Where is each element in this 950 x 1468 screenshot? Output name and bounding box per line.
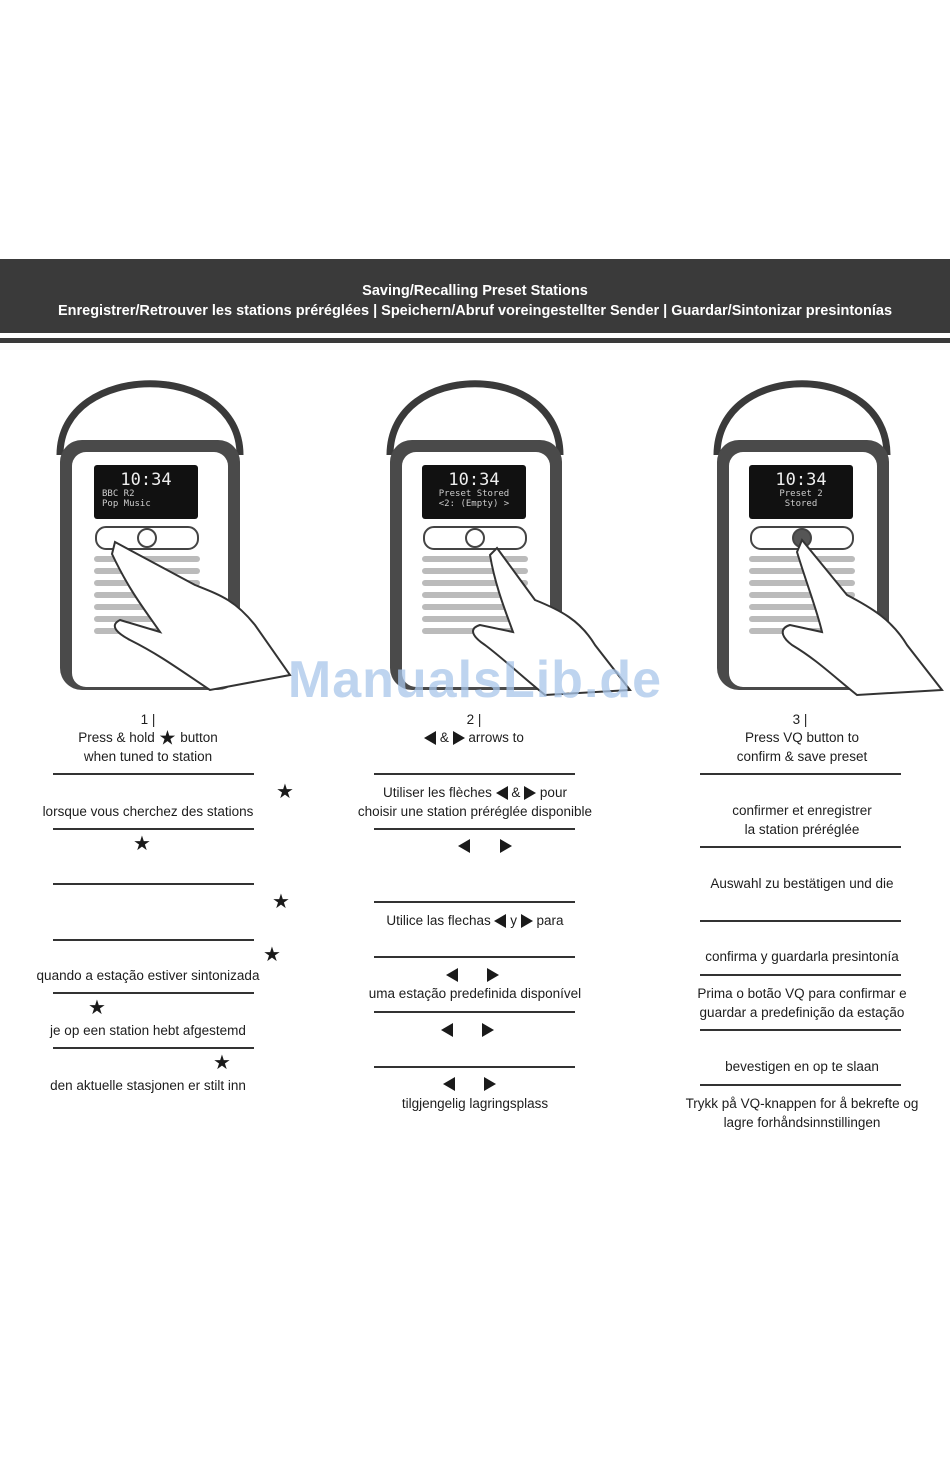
divider bbox=[53, 773, 254, 775]
divider bbox=[700, 773, 901, 775]
divider bbox=[53, 939, 254, 941]
step1-en-b: button bbox=[180, 730, 218, 745]
step2-fr-line1 bbox=[344, 783, 606, 802]
step2-fr-line2: choisir une station préréglée disponible bbox=[357, 804, 593, 819]
right-arrow-icon bbox=[500, 839, 512, 853]
page-subtitle: Enregistrer/Retrouver les stations préréglées | Speichern/Abruf voreingestellter Sender | Guardar/Sintonizar presintonías bbox=[57, 303, 893, 319]
star-icon: ★ bbox=[213, 1052, 231, 1074]
divider bbox=[700, 846, 901, 848]
step2-fr-a: Utiliser les flèches bbox=[383, 785, 492, 800]
step1-en-line1 bbox=[38, 728, 258, 748]
radio-line1: BBC R2 bbox=[102, 489, 135, 499]
star-icon: ★ bbox=[88, 997, 106, 1019]
step1-nl: je op een station hebt afgestemd bbox=[50, 1023, 246, 1038]
header-underline bbox=[0, 338, 950, 343]
step2-pt: uma estação predefinida disponível bbox=[368, 986, 582, 1001]
radio-time: 10:34 bbox=[775, 470, 827, 490]
divider bbox=[53, 1047, 254, 1049]
step2-no: tilgjengelig lagringsplass bbox=[401, 1096, 549, 1111]
left-arrow-icon bbox=[441, 1023, 453, 1037]
step2-fr-b: pour bbox=[539, 785, 567, 800]
divider bbox=[374, 1011, 575, 1013]
divider bbox=[374, 956, 575, 958]
step3-nl: bevestigen en op te slaan bbox=[725, 1059, 879, 1074]
step2-en-text: arrows to bbox=[468, 730, 524, 745]
left-arrow-icon bbox=[424, 731, 436, 745]
right-arrow-icon bbox=[524, 786, 536, 800]
step1-pt: quando a estação estiver sintonizada bbox=[36, 968, 260, 983]
divider bbox=[374, 773, 575, 775]
star-icon: ★ bbox=[158, 727, 177, 750]
step1-en-line2: when tuned to station bbox=[83, 749, 213, 764]
step3-de: Auswahl zu bestätigen und die bbox=[710, 876, 894, 891]
step3-number: 3 | bbox=[792, 712, 808, 727]
radio-time: 10:34 bbox=[448, 470, 500, 490]
step2-number: 2 | bbox=[466, 712, 482, 727]
star-icon: ★ bbox=[263, 944, 281, 966]
divider bbox=[53, 828, 254, 830]
step3-en-line1: Press VQ button to bbox=[744, 730, 860, 745]
step2-en-amp: & bbox=[439, 730, 449, 745]
step2-en-line1 bbox=[374, 728, 574, 745]
radio-line2: Stored bbox=[784, 499, 818, 509]
divider bbox=[374, 828, 575, 830]
right-arrow-icon bbox=[484, 1077, 496, 1091]
divider bbox=[700, 920, 901, 922]
step3-pt-line1: Prima o botão VQ para confirmar e bbox=[697, 986, 907, 1001]
radio-line1: Preset 2 bbox=[779, 489, 823, 499]
star-icon: ★ bbox=[276, 781, 294, 803]
radio-line2: <2: (Empty) > bbox=[438, 499, 510, 509]
left-arrow-icon bbox=[458, 839, 470, 853]
step3-fr-line1: confirmer et enregistrer bbox=[732, 803, 872, 818]
right-arrow-icon bbox=[453, 731, 465, 745]
header-banner bbox=[0, 259, 950, 333]
divider bbox=[374, 901, 575, 903]
step2-es-b: para bbox=[536, 913, 564, 928]
step2-fr-amp: & bbox=[511, 785, 521, 800]
step1-number: 1 | bbox=[140, 712, 156, 727]
right-arrow-icon bbox=[482, 1023, 494, 1037]
radio-time: 10:34 bbox=[120, 470, 172, 490]
step1-fr: lorsque vous cherchez des stations bbox=[42, 804, 254, 819]
left-arrow-icon bbox=[443, 1077, 455, 1091]
left-arrow-icon bbox=[496, 786, 508, 800]
radio-line2: Pop Music bbox=[102, 499, 151, 509]
step2-es bbox=[344, 911, 606, 930]
star-icon: ★ bbox=[133, 833, 151, 855]
divider bbox=[700, 974, 901, 976]
page-title: Saving/Recalling Preset Stations bbox=[362, 283, 588, 299]
step2-es-a: Utilice las flechas bbox=[386, 913, 491, 928]
step3-en-line2: confirm & save preset bbox=[736, 749, 868, 764]
divider bbox=[374, 1066, 575, 1068]
right-arrow-icon bbox=[487, 968, 499, 982]
star-icon: ★ bbox=[272, 891, 290, 913]
step1-no: den aktuelle stasjonen er stilt inn bbox=[50, 1078, 246, 1093]
divider bbox=[53, 992, 254, 994]
radio-line1: Preset Stored bbox=[438, 489, 510, 499]
divider bbox=[700, 1029, 901, 1031]
watermark: ManualsLib.de bbox=[287, 651, 663, 709]
divider bbox=[53, 883, 254, 885]
step3-fr-line2: la station préréglée bbox=[744, 822, 860, 837]
left-arrow-icon bbox=[446, 968, 458, 982]
step1-en-a: Press & hold bbox=[78, 730, 155, 745]
step2-es-y: y bbox=[510, 913, 517, 928]
step3-es: confirma y guardarla presintonía bbox=[705, 949, 899, 964]
left-arrow-icon bbox=[494, 914, 506, 928]
right-arrow-icon bbox=[521, 914, 533, 928]
step3-no-line1: Trykk på VQ-knappen for å bekrefte og bbox=[685, 1096, 919, 1111]
step3-no-line2: lagre forhåndsinnstillingen bbox=[723, 1115, 881, 1130]
step3-pt-line2: guardar a predefinição da estação bbox=[699, 1005, 905, 1020]
divider bbox=[700, 1084, 901, 1086]
